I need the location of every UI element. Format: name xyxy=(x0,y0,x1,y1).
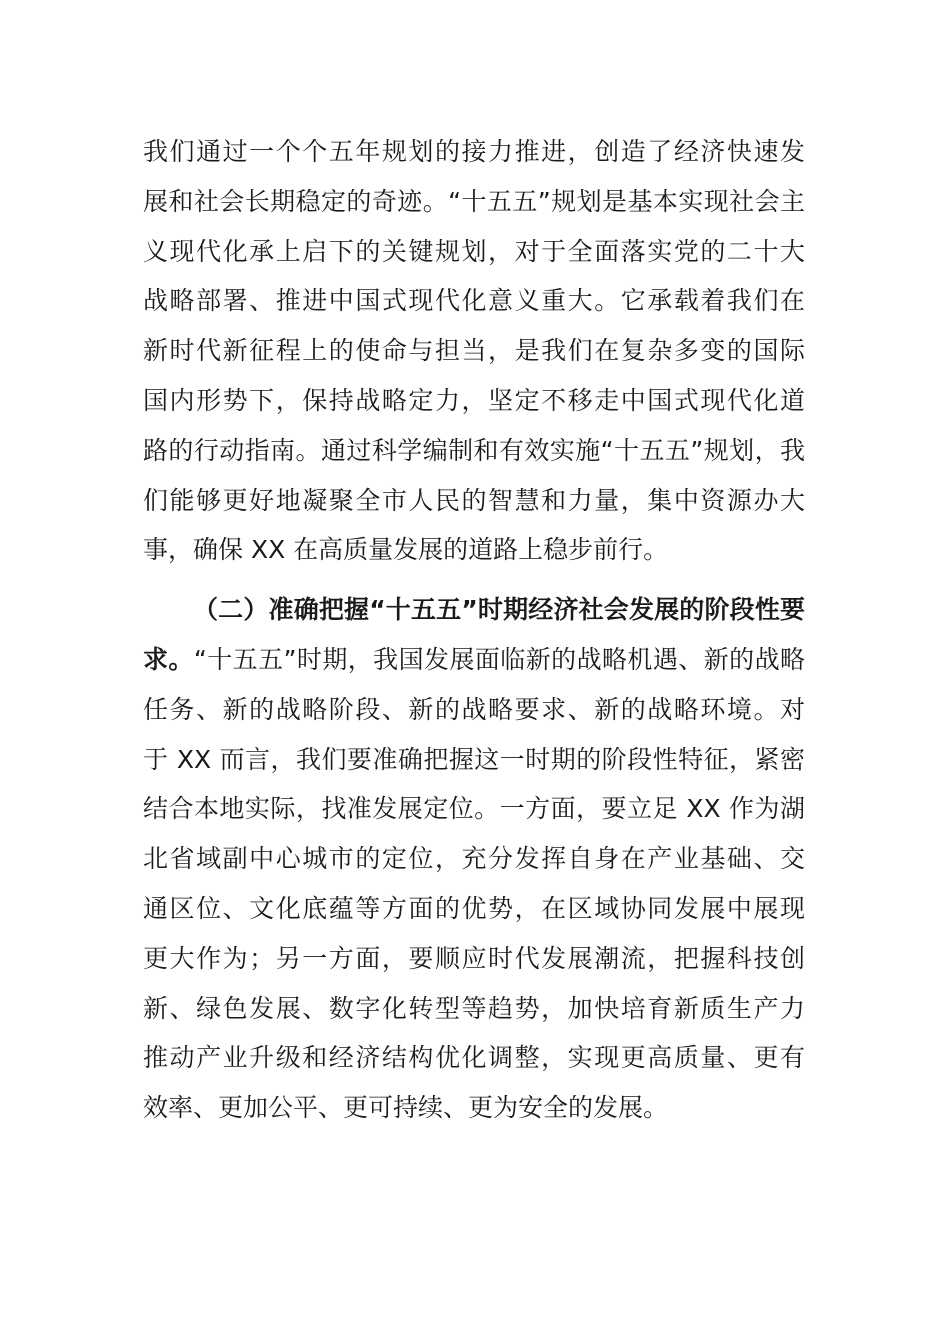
text-line: 通区位、文化底蕴等方面的优势，在区域协同发展中展现 xyxy=(143,893,805,923)
text-line: 事，确保 XX 在高质量发展的道路上稳步前行。 xyxy=(143,535,669,565)
text-line: 展和社会长期稳定的奇迹。“十五五”规划是基本实现社会主 xyxy=(143,186,805,216)
text-line: 北省域副中心城市的定位，充分发挥自身在产业基础、交 xyxy=(143,844,805,874)
text-line: 战略部署、推进中国式现代化意义重大。它承载着我们在 xyxy=(143,286,805,316)
text-line: 国内形势下，保持战略定力，坚定不移走中国式现代化道 xyxy=(143,385,805,415)
text-line: 新时代新征程上的使命与担当，是我们在复杂多变的国际 xyxy=(143,336,805,366)
text-line: 我们通过一个个五年规划的接力推进，创造了经济快速发 xyxy=(143,137,805,166)
text-line-rest: “十五五”时期，我国发展面临新的战略机遇、新的战略 xyxy=(193,644,805,674)
text-line: 结合本地实际，找准发展定位。一方面，要立足 XX 作为湖 xyxy=(143,794,805,824)
text-line: 于 XX 而言，我们要准确把握这一时期的阶段性特征，紧密 xyxy=(143,744,805,774)
section-heading: （二）准确把握“十五五”时期经济社会发展的阶段性要 xyxy=(193,595,805,625)
section-heading-end: 求。 xyxy=(143,644,194,674)
text-line: 效率、更加公平、更可持续、更为安全的发展。 xyxy=(143,1093,669,1123)
text-line: 推动产业升级和经济结构优化调整，实现更高质量、更有 xyxy=(143,1043,805,1073)
text-line: 新、绿色发展、数字化转型等趋势，加快培育新质生产力 xyxy=(143,993,805,1023)
text-line: 义现代化承上启下的关键规划，对于全面落实党的二十大 xyxy=(143,236,805,266)
text-line: 更大作为；另一方面，要顺应时代发展潮流，把握科技创 xyxy=(143,943,805,973)
text-line: 们能够更好地凝聚全市人民的智慧和力量，集中资源办大 xyxy=(143,485,805,515)
text-line: 路的行动指南。通过科学编制和有效实施“十五五”规划，我 xyxy=(143,435,805,465)
paragraph-1 xyxy=(143,127,805,575)
document-body xyxy=(143,127,805,1133)
paragraph-spacer xyxy=(143,575,805,585)
text-line: 任务、新的战略阶段、新的战略要求、新的战略环境。对 xyxy=(143,694,805,724)
paragraph-2 xyxy=(143,585,805,1133)
text-line xyxy=(143,635,805,685)
